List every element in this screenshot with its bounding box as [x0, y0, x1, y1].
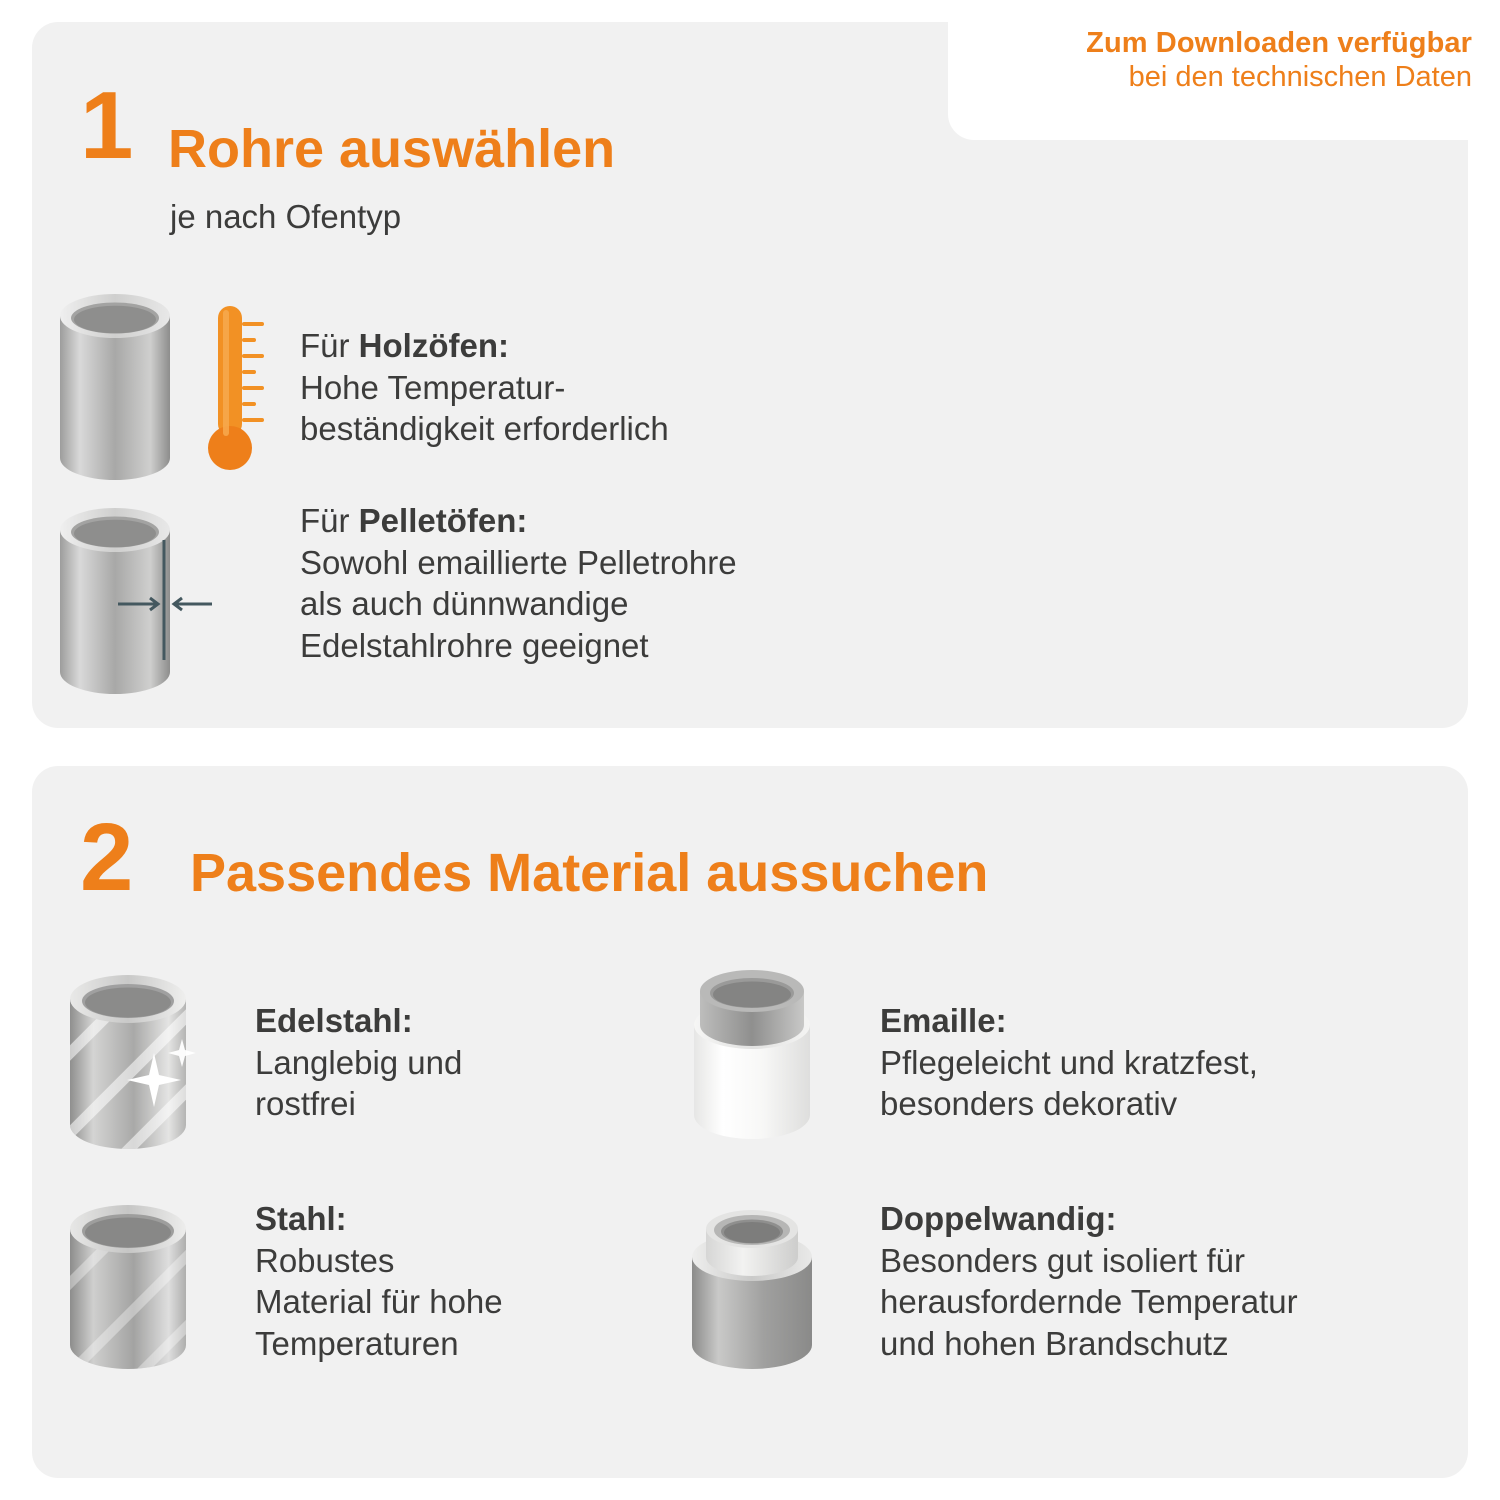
item-pelletoefen-text	[300, 500, 940, 666]
item-stahl-line3: Temperaturen	[255, 1324, 459, 1362]
item-holzoefen-label: Holzöfen:	[358, 327, 509, 364]
item-stahl-line2: Material für hohe	[255, 1283, 503, 1321]
item-edelstahl-line1: Langlebig und	[255, 1043, 463, 1081]
item-emaille-text	[880, 1000, 1440, 1125]
item-doppelwandig-label: Doppelwandig:	[880, 1200, 1117, 1237]
item-pelletoefen-line3: Edelstahlrohre geeignet	[300, 626, 649, 664]
stainless-pipe-icon	[58, 965, 233, 1165]
step-1-number: 1	[80, 72, 134, 179]
item-doppelwandig-line2: herausfordernde Temperatur	[880, 1283, 1298, 1321]
step-2-title: Passendes Material aussuchen	[190, 843, 989, 903]
item-holzoefen-label-prefix: Für	[300, 327, 359, 364]
step-1-title: Rohre auswählen	[168, 119, 616, 179]
item-emaille-line2: besonders dekorativ	[880, 1085, 1178, 1123]
item-doppelwandig-text	[880, 1198, 1460, 1364]
item-stahl-line1: Robustes	[255, 1241, 395, 1279]
double-wall-pipe-icon	[676, 1195, 856, 1390]
item-pelletoefen-label-prefix: Für	[300, 502, 359, 539]
item-holzoefen-line2: beständigkeit erforderlich	[300, 410, 669, 448]
enamel-pipe-icon	[676, 965, 856, 1165]
step-2-number: 2	[80, 804, 134, 911]
item-emaille-line1: Pflegeleicht und kratzfest,	[880, 1043, 1258, 1081]
item-pelletoefen-line2: als auch dünnwandige	[300, 585, 629, 623]
item-pelletoefen-label: Pelletöfen:	[358, 502, 528, 539]
item-edelstahl-line2: rostfrei	[255, 1085, 356, 1123]
download-badge	[952, 26, 1472, 94]
item-edelstahl-text	[255, 1000, 585, 1125]
pipe-cylinder-icon	[52, 286, 178, 486]
item-stahl-label: Stahl:	[255, 1200, 347, 1237]
steel-pipe-icon	[58, 1195, 233, 1390]
download-badge-line1: Zum Downloaden verfügbar	[1086, 27, 1472, 59]
item-doppelwandig-line3: und hohen Brandschutz	[880, 1324, 1229, 1362]
step-1-subtitle: je nach Ofentyp	[170, 198, 402, 235]
item-emaille-label: Emaille:	[880, 1002, 1007, 1039]
item-pelletoefen-line1: Sowohl emaillierte Pelletrohre	[300, 543, 737, 581]
item-stahl-text	[255, 1198, 615, 1364]
thermometer-icon	[196, 296, 266, 486]
item-doppelwandig-line1: Besonders gut isoliert für	[880, 1241, 1246, 1279]
download-badge-line2: bei den technischen Daten	[1128, 61, 1472, 94]
item-holzoefen-line1: Hohe Temperatur-	[300, 368, 566, 406]
wall-thickness-icon	[52, 500, 242, 700]
item-holzoefen-text	[300, 325, 860, 450]
item-edelstahl-label: Edelstahl:	[255, 1002, 413, 1039]
